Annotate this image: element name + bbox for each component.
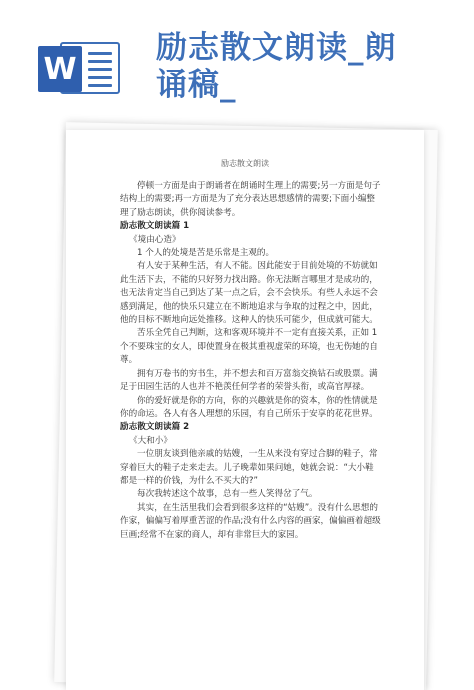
word-letter-icon: W <box>38 46 82 92</box>
paragraph: 一位朋友谈到他亲戚的姑嫂，一生从来没有穿过合脚的鞋子，常穿着巨大的鞋子走来走去。儿子晚辈如果问她，她就会说：“大小鞋都是一样的价钱，为什么不买大的?” <box>120 449 378 486</box>
paragraph: 每次我转述这个故事，总有一些人笑得岔了气。 <box>137 489 318 500</box>
paragraph: 其实，在生活里我们会看到很多这样的“姑嫂”。没有什么思想的作家，偏偏写着厚重苦涩的作品;没有什么内容的画家，偏偏画着超级巨画;经常不在家的商人，却有非常巨大的家园。 <box>120 502 381 540</box>
paragraph: 苦乐全凭自己判断，这和客观环境并不一定有直接关系，正如 1 个不要珠宝的女人，即使置身在极其重视虚荣的环境，也无伤她的自尊。 <box>120 328 378 366</box>
word-document-icon <box>38 38 124 98</box>
paragraph: 拥有万卷书的穷书生，并不想去和百万富翁交换钻石或股票。满足于田园生活的人也并不艳羡任何学者的荣誉头衔，或高官厚禄。 <box>120 368 378 393</box>
document-body <box>120 180 382 542</box>
paragraph: 你的爱好就是你的方向，你的兴趣就是你的资本，你的性情就是你的命运。各人有各人理想的乐园，有自己所乐于安享的花花世界。 <box>120 395 378 419</box>
document-title: 励志散文朗读 <box>221 159 269 168</box>
section-heading: 励志散文朗读篇 2 <box>120 422 190 433</box>
document-page <box>66 130 424 690</box>
paragraph: 停顿一方面是由于朗诵者在朗诵时生理上的需要;另一方面是句子结构上的需要;再一方面是为了充分表达思想感情的需要;下面小编整理了励志朗读，供你阅读参考。 <box>120 181 381 218</box>
section-subtitle: 《大和小》 <box>129 435 172 446</box>
paragraph: 1 个人的处境是苦是乐常是主观的。 <box>137 248 275 259</box>
section-subtitle: 《境由心造》 <box>129 234 181 245</box>
paragraph: 有人安于某种生活，有人不能。因此能安于目前处境的不妨就如此生活下去，不能的只好努力找出路。你无法断言哪里才是成功的，也无法肯定当自己到达了某一点之后，会不会快乐。有些人永远不会感到满足，他的快乐只建立在不断地追求与争取的过程之中，因此，他的目标不断地向远处推移。这种人的快乐可能少，但成就可能大。 <box>120 261 378 326</box>
section-heading: 励志散文朗读篇 1 <box>120 221 190 232</box>
page-title-line-2: 诵稿_ <box>156 67 237 103</box>
header <box>0 0 474 110</box>
page-title-line-1: 励志散文朗读_朗 <box>156 30 397 66</box>
page-title <box>156 30 456 104</box>
